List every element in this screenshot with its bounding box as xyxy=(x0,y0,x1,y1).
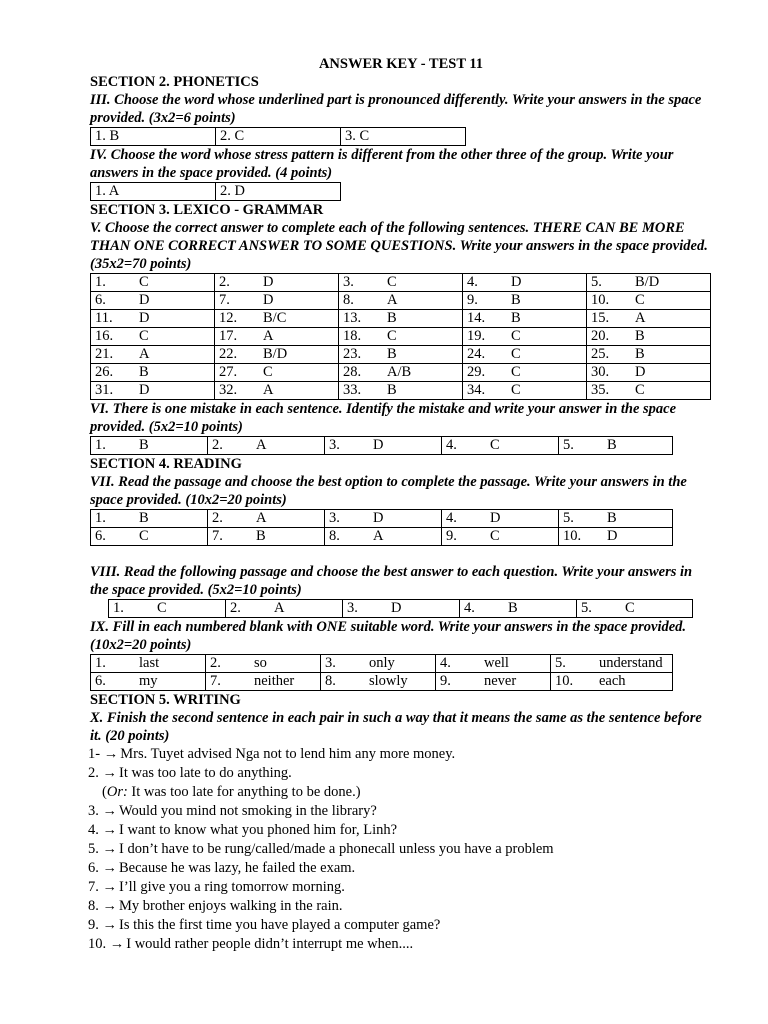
answer-value: D xyxy=(391,600,402,616)
q5-answer-cell xyxy=(339,346,463,364)
question-number: 5. xyxy=(563,510,574,526)
answer-value: D xyxy=(490,510,501,526)
q5-answer-cell xyxy=(587,292,711,310)
arrow-icon: → xyxy=(102,822,117,838)
question-number: 2. xyxy=(219,274,230,290)
answer-value: C xyxy=(387,328,397,344)
answer-value: C xyxy=(635,292,645,308)
q5-answer-cell xyxy=(91,346,215,364)
answer-value: C xyxy=(139,328,149,344)
answer-number: 6. xyxy=(88,860,99,876)
writing-answer-line xyxy=(88,764,712,783)
answer-value: C xyxy=(157,600,167,616)
q5-answer-cell xyxy=(215,328,339,346)
q9-answer-cell xyxy=(321,655,436,673)
question-number: 30. xyxy=(591,364,610,380)
q7-answer-cell xyxy=(559,528,673,546)
q9-answer-cell xyxy=(91,655,206,673)
q5-answer-table xyxy=(90,273,711,400)
arrow-icon: → xyxy=(102,803,117,819)
q5-answer-cell xyxy=(91,292,215,310)
writing-answer-line xyxy=(88,840,712,859)
question-number: 19. xyxy=(467,328,486,344)
answer-value: C xyxy=(139,274,149,290)
q7-answer-cell xyxy=(325,510,442,528)
question-number: 22. xyxy=(219,346,238,362)
q5-instruction: V. Choose the correct answer to complete each of the following sentences. THERE CAN BE MORE THAN ONE CORRECT ANSWER TO SOME QUESTIONS. Write your answers in the space provided. (35x2=70 points) xyxy=(90,220,708,272)
q5-answer-cell xyxy=(91,382,215,400)
answer-value: B xyxy=(635,328,645,344)
question-number: 12. xyxy=(219,310,238,326)
q5-answer-cell xyxy=(215,310,339,328)
q7-answer-cell xyxy=(91,528,208,546)
question-number: 10. xyxy=(555,673,574,689)
q6-answer-cell xyxy=(559,437,673,455)
question-number: 1. xyxy=(95,510,106,526)
answer-value: D xyxy=(139,382,150,398)
question-number: 3. xyxy=(343,274,354,290)
answer-value: B/D xyxy=(263,346,288,362)
q7-instruction: VII. Read the passage and choose the best option to complete the passage. Write your answers in the space provided. (10x2=20 points) xyxy=(90,474,687,508)
q5-answer-row xyxy=(91,364,711,382)
answer-value: A xyxy=(139,346,150,362)
answer-value: B xyxy=(139,364,149,380)
q5-answer-cell xyxy=(463,328,587,346)
answer-text: It was too late for anything to be done.) xyxy=(131,784,361,800)
answer-value: D xyxy=(511,274,522,290)
writing-answer-line xyxy=(88,745,712,764)
answer-value: D xyxy=(635,364,646,380)
q7-answer-cell xyxy=(325,528,442,546)
answer-number: 1- xyxy=(88,746,101,762)
answer-value: D xyxy=(263,292,274,308)
section-2-heading: SECTION 2. PHONETICS xyxy=(90,74,259,90)
q5-answer-cell xyxy=(463,346,587,364)
answer-value: so xyxy=(254,655,267,671)
q5-answer-cell xyxy=(215,292,339,310)
answer-text: Because he was lazy, he failed the exam. xyxy=(119,860,356,876)
question-number: 20. xyxy=(591,328,610,344)
arrow-icon: → xyxy=(102,917,117,933)
answer-value: C xyxy=(490,528,500,544)
q8-answer-row xyxy=(109,600,693,618)
q5-answer-cell xyxy=(587,310,711,328)
writing-answer-line xyxy=(88,821,712,840)
arrow-icon: → xyxy=(103,746,119,762)
question-number: 9. xyxy=(440,673,451,689)
q7-answer-cell xyxy=(208,528,325,546)
question-number: 6. xyxy=(95,528,106,544)
answer-value: B/C xyxy=(263,310,287,326)
question-number: 4. xyxy=(446,510,457,526)
q5-answer-cell xyxy=(339,364,463,382)
q5-answer-cell xyxy=(339,310,463,328)
answer-number: 5. xyxy=(88,841,99,857)
answer-value: C xyxy=(625,600,635,616)
question-number: 27. xyxy=(219,364,238,380)
question-number: 9. xyxy=(467,292,478,308)
answer-text: My brother enjoys walking in the rain. xyxy=(119,898,343,914)
answer-number: 10. xyxy=(88,936,107,952)
question-number: 31. xyxy=(95,382,114,398)
answer-value: each xyxy=(599,673,626,689)
q5-answer-cell xyxy=(587,328,711,346)
q3-answer-table xyxy=(90,127,466,146)
q9-answer-cell xyxy=(551,673,673,691)
answer-key-page xyxy=(90,55,712,954)
question-number: 1. xyxy=(113,600,124,616)
arrow-icon: → xyxy=(102,765,117,781)
q6-answer-cell xyxy=(442,437,559,455)
q5-answer-cell xyxy=(339,328,463,346)
answer-value: D xyxy=(139,292,150,308)
q9-answer-cell xyxy=(91,673,206,691)
question-number: 2. xyxy=(210,655,221,671)
answer-value: B xyxy=(635,346,645,362)
question-number: 5. xyxy=(555,655,566,671)
q3-answer-cell: 2. C xyxy=(216,128,341,146)
q3-answer-cell: 3. C xyxy=(341,128,466,146)
answer-value: understand xyxy=(599,655,663,671)
answer-value: slowly xyxy=(369,673,408,689)
answer-text: I’ll give you a ring tomorrow morning. xyxy=(119,879,345,895)
q4-answer-cell: 2. D xyxy=(216,183,341,201)
question-number: 5. xyxy=(563,437,574,453)
question-number: 2. xyxy=(212,510,223,526)
question-number: 25. xyxy=(591,346,610,362)
answer-value: A/B xyxy=(387,364,412,380)
q5-answer-row xyxy=(91,274,711,292)
question-number: 2. xyxy=(212,437,223,453)
question-number: 14. xyxy=(467,310,486,326)
writing-answer-line xyxy=(88,935,712,954)
answer-text: I don’t have to be rung/called/made a phonecall unless you have a problem xyxy=(119,841,554,857)
question-number: 3. xyxy=(329,437,340,453)
question-number: 4. xyxy=(440,655,451,671)
answer-value: D xyxy=(263,274,274,290)
q5-answer-row xyxy=(91,310,711,328)
question-number: 6. xyxy=(95,292,106,308)
q9-answer-cell xyxy=(436,673,551,691)
section-4-heading: SECTION 4. READING xyxy=(90,456,242,472)
question-number: 23. xyxy=(343,346,362,362)
answer-value: C xyxy=(263,364,273,380)
answer-text: Would you mind not smoking in the library? xyxy=(119,803,377,819)
answer-number: 7. xyxy=(88,879,99,895)
question-number: 34. xyxy=(467,382,486,398)
answer-number: 4. xyxy=(88,822,99,838)
q9-answer-table xyxy=(90,654,673,691)
question-number: 11. xyxy=(95,310,113,326)
answer-value: A xyxy=(256,437,267,453)
question-number: 4. xyxy=(464,600,475,616)
q6-answer-cell xyxy=(325,437,442,455)
answer-number: 8. xyxy=(88,898,99,914)
answer-value: C xyxy=(635,382,645,398)
answer-value: C xyxy=(139,528,149,544)
q8-answer-cell xyxy=(109,600,226,618)
answer-value: well xyxy=(484,655,509,671)
q4-answer-table xyxy=(90,182,341,201)
answer-text: Is this the first time you have played a computer game? xyxy=(119,917,441,933)
question-number: 10. xyxy=(591,292,610,308)
answer-value: C xyxy=(511,364,521,380)
q5-answer-cell xyxy=(587,364,711,382)
answer-value: A xyxy=(387,292,398,308)
q8-answer-cell xyxy=(460,600,577,618)
question-number: 29. xyxy=(467,364,486,380)
question-number: 8. xyxy=(343,292,354,308)
q9-answer-cell xyxy=(436,655,551,673)
q5-answer-cell xyxy=(463,382,587,400)
question-number: 6. xyxy=(95,673,106,689)
writing-answer-line xyxy=(88,916,712,935)
page-title: ANSWER KEY - TEST 11 xyxy=(318,56,484,72)
question-number: 7. xyxy=(212,528,223,544)
arrow-icon: → xyxy=(102,860,117,876)
q8-answer-cell xyxy=(343,600,460,618)
q5-answer-cell xyxy=(215,364,339,382)
answer-text: I want to know what you phoned him for, Linh? xyxy=(119,822,398,838)
answer-value: B xyxy=(508,600,518,616)
arrow-icon: → xyxy=(102,879,117,895)
writing-answer-line xyxy=(88,859,712,878)
question-number: 3. xyxy=(325,655,336,671)
q5-answer-cell xyxy=(463,274,587,292)
answer-number: 9. xyxy=(88,917,99,933)
question-number: 3. xyxy=(347,600,358,616)
arrow-icon: → xyxy=(102,841,117,857)
question-number: 8. xyxy=(329,528,340,544)
question-number: 26. xyxy=(95,364,114,380)
q5-answer-cell xyxy=(91,274,215,292)
question-number: 24. xyxy=(467,346,486,362)
answer-value: A xyxy=(373,528,384,544)
answer-value: A xyxy=(274,600,285,616)
question-number: 5. xyxy=(581,600,592,616)
section-5-heading: SECTION 5. WRITING xyxy=(90,692,241,708)
answer-value: B xyxy=(387,382,397,398)
answer-value: D xyxy=(607,528,618,544)
question-number: 16. xyxy=(95,328,114,344)
writing-answer-line xyxy=(88,897,712,916)
q9-answer-cell xyxy=(321,673,436,691)
question-number: 1. xyxy=(95,437,106,453)
answer-value: C xyxy=(490,437,500,453)
question-number: 5. xyxy=(591,274,602,290)
q5-answer-cell xyxy=(339,274,463,292)
answer-value: B xyxy=(139,437,149,453)
question-number: 18. xyxy=(343,328,362,344)
question-number: 35. xyxy=(591,382,610,398)
q4-answer-cell: 1. A xyxy=(91,183,216,201)
answer-value: B xyxy=(256,528,266,544)
arrow-icon: → xyxy=(109,936,125,952)
q9-answer-cell xyxy=(206,655,321,673)
answer-value: A xyxy=(263,382,274,398)
q5-answer-cell xyxy=(463,292,587,310)
question-number: 3. xyxy=(329,510,340,526)
q6-answer-cell xyxy=(208,437,325,455)
question-number: 7. xyxy=(219,292,230,308)
answer-value: B/D xyxy=(635,274,660,290)
q6-answer-row xyxy=(91,437,673,455)
q6-answer-cell xyxy=(91,437,208,455)
q9-answer-row xyxy=(91,673,673,691)
q9-answer-cell xyxy=(551,655,673,673)
answer-value: B xyxy=(387,346,397,362)
answer-value: never xyxy=(484,673,517,689)
or-label: Or: xyxy=(106,784,128,800)
q5-answer-row xyxy=(91,346,711,364)
q7-answer-cell xyxy=(91,510,208,528)
writing-answer-line xyxy=(88,783,712,802)
answer-text: It was too late to do anything. xyxy=(119,765,292,781)
q9-answer-cell xyxy=(206,673,321,691)
answer-number: 2. xyxy=(88,765,99,781)
q6-answer-table xyxy=(90,436,673,455)
answer-value: B xyxy=(511,310,521,326)
question-number: 9. xyxy=(446,528,457,544)
answer-value: C xyxy=(511,328,521,344)
q7-answer-row xyxy=(91,528,673,546)
q7-answer-cell xyxy=(559,510,673,528)
q3-answer-cell: 1. B xyxy=(91,128,216,146)
section-3-heading: SECTION 3. LEXICO - GRAMMAR xyxy=(90,202,324,218)
answer-value: C xyxy=(511,346,521,362)
answer-value: B xyxy=(607,437,617,453)
answer-value: A xyxy=(256,510,267,526)
q5-answer-cell xyxy=(215,382,339,400)
q6-instruction: VI. There is one mistake in each sentence. Identify the mistake and write your answer in the space provided. (5x2=10 points) xyxy=(90,401,677,435)
q5-answer-cell xyxy=(91,328,215,346)
question-number: 32. xyxy=(219,382,238,398)
question-number: 1. xyxy=(95,655,106,671)
answer-text: I would rather people didn’t interrupt me when.... xyxy=(126,936,414,952)
q7-answer-cell xyxy=(442,510,559,528)
answer-value: D xyxy=(373,510,384,526)
q5-answer-cell xyxy=(463,310,587,328)
q5-answer-row xyxy=(91,328,711,346)
q7-answer-table xyxy=(90,509,673,546)
answer-value: B xyxy=(607,510,617,526)
q5-answer-cell xyxy=(91,364,215,382)
question-number: 33. xyxy=(343,382,362,398)
q5-answer-cell xyxy=(463,364,587,382)
answer-value: neither xyxy=(254,673,295,689)
answer-value: C xyxy=(387,274,397,290)
question-number: 2. xyxy=(230,600,241,616)
answer-value: D xyxy=(373,437,384,453)
q5-answer-cell xyxy=(215,346,339,364)
answer-value: only xyxy=(369,655,395,671)
question-number: 4. xyxy=(446,437,457,453)
q7-answer-row xyxy=(91,510,673,528)
question-number: 10. xyxy=(563,528,582,544)
arrow-icon: → xyxy=(102,898,117,914)
q9-instruction: IX. Fill in each numbered blank with ONE suitable word. Write your answers in the space provided. (10x2=20 points) xyxy=(90,619,687,653)
answer-value: B xyxy=(511,292,521,308)
q8-instruction: VIII. Read the following passage and choose the best answer to each question. Write your answers in the space provided. (5x2=10 points) xyxy=(90,564,693,598)
answer-value: C xyxy=(511,382,521,398)
q7-answer-cell xyxy=(442,528,559,546)
q8-answer-cell xyxy=(226,600,343,618)
q5-answer-cell xyxy=(91,310,215,328)
question-number: 7. xyxy=(210,673,221,689)
answer-value: my xyxy=(139,673,158,689)
answer-value: B xyxy=(387,310,397,326)
q5-answer-cell xyxy=(339,292,463,310)
q5-answer-cell xyxy=(215,274,339,292)
question-number: 17. xyxy=(219,328,238,344)
q7-answer-cell xyxy=(208,510,325,528)
q5-answer-row xyxy=(91,292,711,310)
q10-instruction: X. Finish the second sentence in each pair in such a way that it means the same as the sentence before it. (20 points) xyxy=(90,710,702,744)
answer-value: last xyxy=(139,655,160,671)
q5-answer-row xyxy=(91,382,711,400)
writing-answer-line xyxy=(88,878,712,897)
question-number: 1. xyxy=(95,274,106,290)
q4-instruction: IV. Choose the word whose stress pattern is different from the other three of the group. Write your answers in the space provided. (4 points) xyxy=(90,147,674,181)
answer-value: B xyxy=(139,510,149,526)
q8-answer-cell xyxy=(577,600,693,618)
answer-text: Mrs. Tuyet advised Nga not to lend him any more money. xyxy=(120,746,456,762)
q3-instruction: III. Choose the word whose underlined part is pronounced differently. Write your answers in the space provided. (3x2=6 points) xyxy=(90,92,702,126)
question-number: 15. xyxy=(591,310,610,326)
answer-value: D xyxy=(139,310,150,326)
q9-answer-row xyxy=(91,655,673,673)
answer-number: 3. xyxy=(88,803,99,819)
question-number: 21. xyxy=(95,346,114,362)
q5-answer-cell xyxy=(587,382,711,400)
q5-answer-cell xyxy=(587,346,711,364)
answer-value: A xyxy=(263,328,274,344)
q10-answer-list xyxy=(88,745,712,954)
q5-answer-cell xyxy=(339,382,463,400)
question-number: 8. xyxy=(325,673,336,689)
writing-answer-line xyxy=(88,802,712,821)
question-number: 13. xyxy=(343,310,362,326)
q8-answer-table xyxy=(108,599,693,618)
paren: ( xyxy=(102,784,107,800)
question-number: 28. xyxy=(343,364,362,380)
q5-answer-cell xyxy=(587,274,711,292)
question-number: 4. xyxy=(467,274,478,290)
answer-value: A xyxy=(635,310,646,326)
